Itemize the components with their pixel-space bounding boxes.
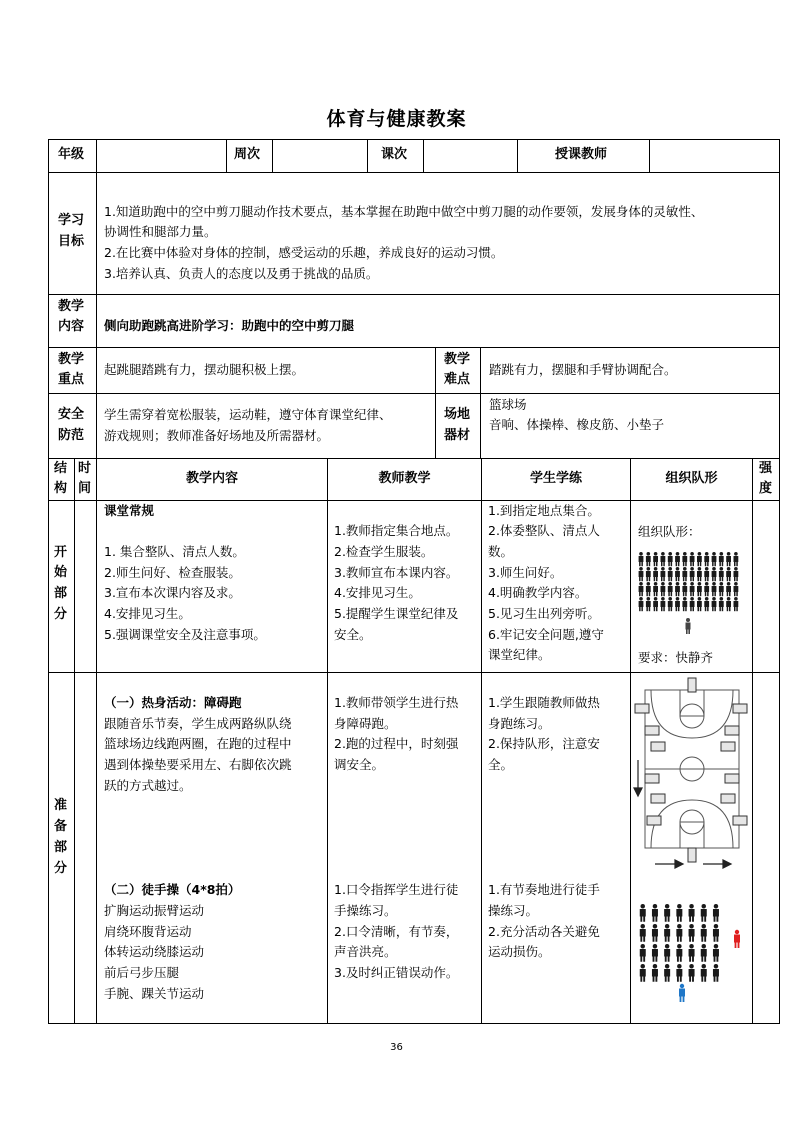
col-teacher-teaching: 教师教学 [378,471,431,486]
safety-line: 游戏规则；教师准备好场地及所需器材。 [104,428,330,443]
student-figure [704,597,709,611]
student-figure [640,964,646,982]
obstacle-mat [651,794,665,803]
student-figure [668,582,673,596]
student-figure [653,597,658,611]
student-figure [639,582,644,596]
student-figure [652,944,658,962]
safety-label-1: 安全 [58,407,85,422]
focus-label-1: 教学 [58,352,85,367]
start-student-line: 5.见习生出列旁听。 [488,606,600,621]
student-figure [697,582,702,596]
prep-label: 部 [54,840,68,855]
student-figure [726,567,731,581]
student-figure [682,597,687,611]
warmup-title: （一）热身活动：障碍跑 [104,695,242,710]
student-figure [661,582,666,596]
col-structure-2: 构 [54,481,68,496]
focus-text: 起跳腿踏跳有力，摆动腿积极上摆。 [104,362,305,377]
exercise-title: （二）徒手操（4*8拍） [104,882,241,897]
start-label: 部 [54,586,68,601]
student-figure [713,944,719,962]
routine-line: 4.安排见习生。 [104,606,191,621]
student-figure [668,567,673,581]
start-student-line: 6.牢记安全问题,遵守 [488,627,604,642]
col-structure-1: 结 [54,461,68,476]
student-figure [661,567,666,581]
venue-line: 音响、体操棒、橡皮筋、小垫子 [489,417,665,432]
student-figure [713,964,719,982]
difficulty-label-2: 难点 [444,372,471,387]
arrow-head [723,860,731,868]
prep-label: 准 [54,798,68,813]
student-figure [682,567,687,581]
col-intensity-1: 强 [759,461,773,476]
start-student-line: 课堂纪律。 [488,647,551,662]
student-figure [664,964,670,982]
col-time-1: 时 [78,461,92,476]
bottom-key [680,822,704,848]
student-figure [690,567,695,581]
student-figure [726,582,731,596]
warmup-student-line: 全。 [488,757,514,772]
student-figure [640,944,646,962]
student-figure [668,597,673,611]
student-figure [639,552,644,566]
student-figure [675,582,680,596]
student-figure [664,944,670,962]
student-figure [646,597,651,611]
obstacle-mat [651,742,665,751]
page-title: 体育与健康教案 [326,108,467,130]
student-figure [712,552,717,566]
student-figure [676,904,682,922]
content-text: 侧向助跑跳高进阶学习：助跑中的空中剪刀腿 [104,318,355,333]
student-figure [690,552,695,566]
objective-line: 1.知道助跑中的空中剪刀腿动作技术要点，基本掌握在助跑中做空中剪刀腿的动作要领，发展身体的灵敏性、 [104,204,704,219]
venue-line: 篮球场 [489,397,527,412]
venue-label-2: 器材 [444,428,471,443]
start-teacher-line: 1.教师指定集合地点。 [334,523,459,538]
week-label: 周次 [234,147,261,162]
obstacle-mat [645,726,659,735]
student-figure [734,582,739,596]
obstacle-mat [721,742,735,751]
student-figure [697,567,702,581]
student-figure [682,582,687,596]
difficulty-text: 踏跳有力，摆腿和手臂协调配合。 [489,362,677,377]
warmup-student-line: 1.学生跟随教师做热 [488,695,600,710]
student-figure [713,904,719,922]
exercise-student-line: 运动损伤。 [488,944,551,959]
obstacle-mat [647,816,661,825]
student-figure [704,552,709,566]
warmup-teacher-line: 2.跑的过程中，时刻强 [334,736,459,751]
warmup-teacher-line: 身障碍跑。 [334,716,397,731]
student-figure [697,597,702,611]
warmup-line: 跟随音乐节奏，学生成两路纵队绕 [104,716,292,731]
teacher-figure [686,618,691,634]
student-figure [726,597,731,611]
warmup-line: 遇到体操垫要采用左、右脚依次跳 [104,757,292,772]
bottom-three-point-arc [651,800,733,848]
start-teacher-line: 安全。 [334,627,372,642]
start-label: 开 [54,545,68,560]
top-three-point-arc [651,690,733,738]
student-figure [689,944,695,962]
start-formation-diagram [636,550,746,640]
start-teacher-line: 4.安排见习生。 [334,585,421,600]
exercise-line: 肩绕环腹背运动 [104,924,192,939]
content-label-2: 内容 [58,319,85,334]
student-figure [646,567,651,581]
col-teaching-content: 教学内容 [185,471,238,486]
student-figure [661,597,666,611]
student-figure [704,567,709,581]
exercise-teacher-line: 3.及时纠正错误动作。 [334,965,459,980]
lesson-label: 课次 [381,147,408,162]
student-figure [676,924,682,942]
col-student-practice: 学生学练 [529,471,582,486]
student-figure [719,567,724,581]
student-figure [701,944,707,962]
start-teacher-line: 2.检查学生服装。 [334,544,434,559]
col-formation: 组织队形 [665,471,718,486]
obstacle-mat [721,794,735,803]
exercise-line: 体转运动绕膝运动 [104,944,205,959]
student-figure [704,582,709,596]
warmup-teacher-line: 1.教师带领学生进行热 [334,695,459,710]
routine-line: 1. 集合整队、清点人数。 [104,544,245,559]
student-figure [734,552,739,566]
objectives-label-1: 学习 [58,213,85,228]
student-figure [690,582,695,596]
arrow-head [675,860,683,868]
arrow-head [634,788,642,796]
exercise-student-line: 操练习。 [488,903,539,918]
objectives-label-2: 目标 [58,234,85,249]
exercise-line: 扩胸运动振臂运动 [104,903,205,918]
student-figure [701,964,707,982]
student-figure [646,582,651,596]
page-number: 36 [390,1042,403,1053]
obstacle-mat [725,774,739,783]
exercise-line: 前后弓步压腿 [104,965,180,980]
student-figure [726,552,731,566]
student-figure [719,597,724,611]
bottom-hoop-mat [688,848,696,862]
col-time-2: 间 [78,481,92,496]
exercise-teacher-line: 手操练习。 [334,903,397,918]
start-label: 分 [54,607,68,622]
objective-line: 2.在比赛中体验对身体的控制，感受运动的乐趣，养成良好的运动习惯。 [104,245,504,260]
student-figure [689,964,695,982]
obstacle-mat [635,704,649,713]
student-figure [668,552,673,566]
exercise-teacher-line: 声音洪亮。 [334,944,397,959]
student-figure [690,597,695,611]
student-figure [653,567,658,581]
exercise-student-line: 1.有节奏地进行徒手 [488,882,600,897]
student-figure [664,924,670,942]
safety-label-2: 防范 [58,428,85,443]
warmup-teacher-line: 调安全。 [334,757,385,772]
start-label: 始 [54,565,68,580]
obstacle-mat [733,816,747,825]
warmup-student-line: 2.保持队形，注意安 [488,736,600,751]
student-figure [675,552,680,566]
student-figure [653,582,658,596]
routine-title: 课堂常规 [104,503,155,518]
exercise-formation-diagram [636,902,748,1006]
teacher-label: 授课教师 [555,147,608,162]
student-figure [639,567,644,581]
obstacle-mat [733,704,747,713]
student-figure [712,597,717,611]
objective-line: 协调性和腿部力量。 [104,224,217,239]
student-figure [734,597,739,611]
student-figure [652,924,658,942]
routine-line: 2.师生问好、检查服装。 [104,565,241,580]
exercise-teacher-line: 1.口令指挥学生进行徒 [334,882,459,897]
start-student-line: 1.到指定地点集合。 [488,503,600,518]
student-figure [697,552,702,566]
exercise-line: 手腕、踝关节运动 [104,986,205,1001]
student-figure [689,924,695,942]
safety-line: 学生需穿着宽松服装，运动鞋，遵守体育课堂纪律、 [104,407,392,422]
student-figure [701,904,707,922]
student-figure [652,904,658,922]
venue-label-1: 场地 [444,407,471,422]
student-figure [713,924,719,942]
start-teacher-line: 3.教师宣布本课内容。 [334,565,459,580]
routine-line: 5.强调课堂安全及注意事项。 [104,627,266,642]
warmup-student-line: 身跑练习。 [488,716,551,731]
student-figure [682,552,687,566]
start-student-line: 数。 [488,544,514,559]
start-student-line: 4.明确教学内容。 [488,585,588,600]
student-figure [712,567,717,581]
exercise-teacher-line: 2.口令清晰，有节奏， [334,924,459,939]
content-label-1: 教学 [58,299,85,314]
start-teacher-line: 5.提醒学生课堂纪律及 [334,606,459,621]
formation-requirement: 要求：快静齐 [638,650,714,665]
student-figure [675,567,680,581]
teacher-figure-red [734,930,740,948]
student-figure [734,567,739,581]
basketball-court-diagram [633,676,751,872]
student-figure [712,582,717,596]
prep-label: 备 [54,819,68,834]
student-figure [676,964,682,982]
routine-line: 3.宣布本次课内容及求。 [104,585,241,600]
student-figure [661,552,666,566]
top-key [680,690,704,716]
obstacle-mat [645,774,659,783]
student-figure [652,964,658,982]
start-student-line: 2.体委整队、清点人 [488,523,600,538]
obstacle-mat [725,726,739,735]
formation-label: 组织队形： [638,524,701,539]
objective-line: 3.培养认真、负责人的态度以及勇于挑战的品质。 [104,266,379,281]
student-figure [653,552,658,566]
student-figure [664,904,670,922]
grade-label: 年级 [58,147,85,162]
student-figure [701,924,707,942]
student-figure [640,904,646,922]
col-intensity-2: 度 [759,481,773,496]
student-figure [689,904,695,922]
student-figure [639,597,644,611]
student-figure [640,924,646,942]
student-figure [719,552,724,566]
difficulty-label-1: 教学 [444,352,471,367]
student-figure [676,944,682,962]
warmup-line: 篮球场边线跑两圈，在跑的过程中 [104,736,292,751]
student-figure [675,597,680,611]
student-figure [719,582,724,596]
start-student-line: 3.师生问好。 [488,565,563,580]
student-figure [646,552,651,566]
prep-label: 分 [54,861,68,876]
warmup-line: 跃的方式越过。 [104,778,192,793]
student-figure-blue [679,984,685,1002]
top-hoop-mat [688,678,696,692]
exercise-student-line: 2.充分活动各关避免 [488,924,600,939]
focus-label-2: 重点 [58,372,85,387]
